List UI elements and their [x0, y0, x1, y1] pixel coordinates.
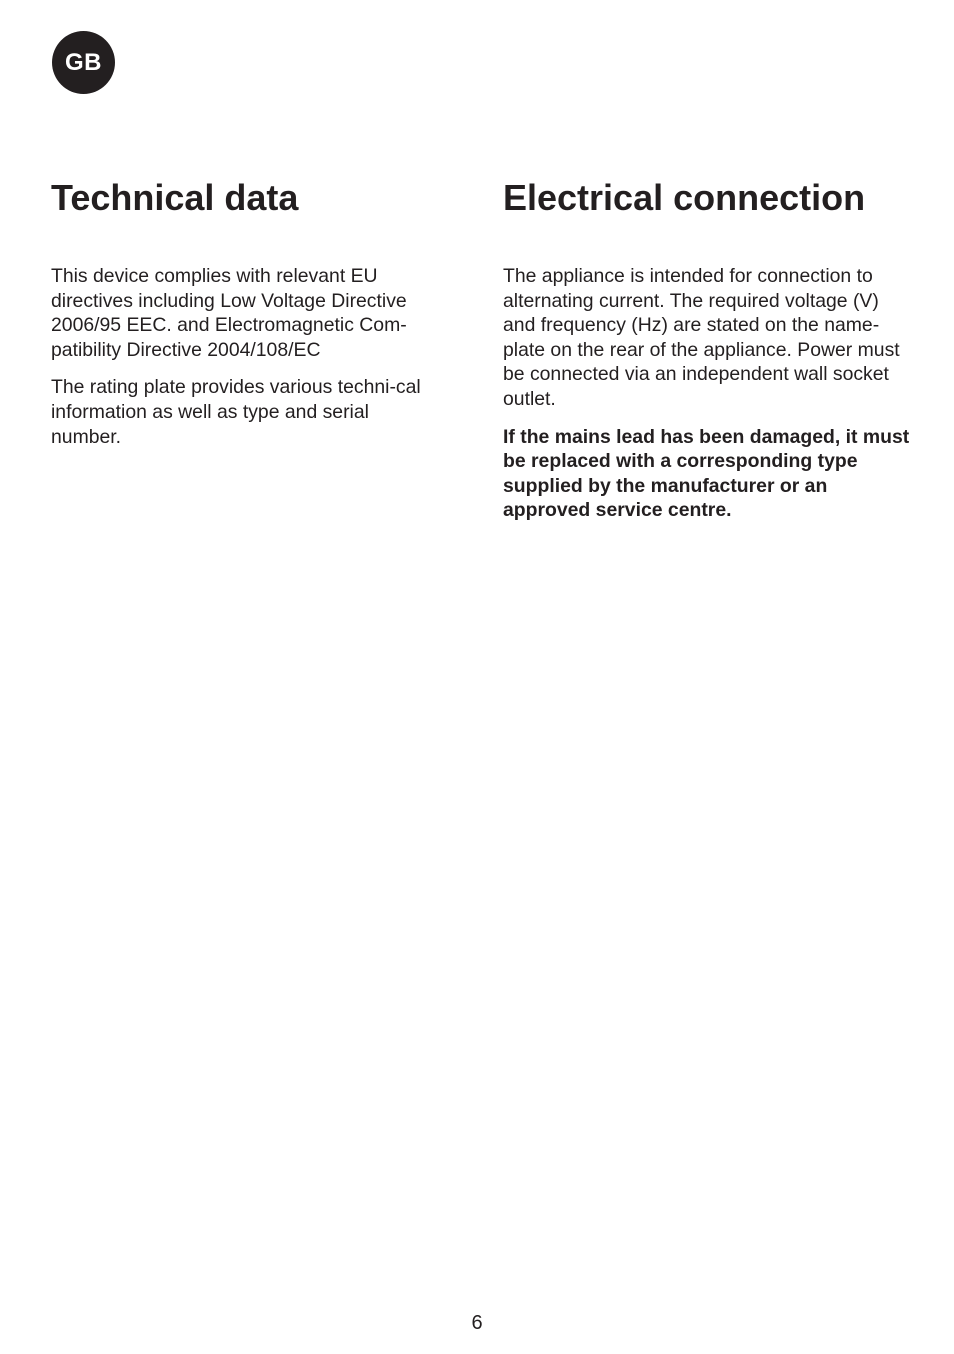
technical-data-paragraph-2: The rating plate provides various techni-cal information as well as type and serial number. — [51, 376, 421, 448]
technical-data-section — [51, 176, 443, 462]
technical-data-paragraph-1: This device complies with relevant EU directives including Low Voltage Directive 2006/95 EEC. and Electromagnetic Com-patibility Directive 2004/108/EC — [51, 265, 407, 361]
mains-lead-warning: If the mains lead has been damaged, it must be replaced with a corresponding type supplied by the manufacturer or an approved service centre. — [503, 425, 910, 522]
language-badge: GB — [52, 31, 115, 94]
electrical-connection-section — [503, 176, 913, 536]
electrical-connection-paragraph: The appliance is intended for connection to alternating current. The required voltage (V) and frequency (Hz) are stated on the name-plate on the rear of the appliance. Power must be connected via an independent wall socket outlet. — [503, 265, 900, 410]
page-number: 6 — [471, 1312, 483, 1334]
electrical-connection-heading: Electrical connection — [503, 177, 866, 218]
technical-data-heading: Technical data — [51, 177, 299, 218]
